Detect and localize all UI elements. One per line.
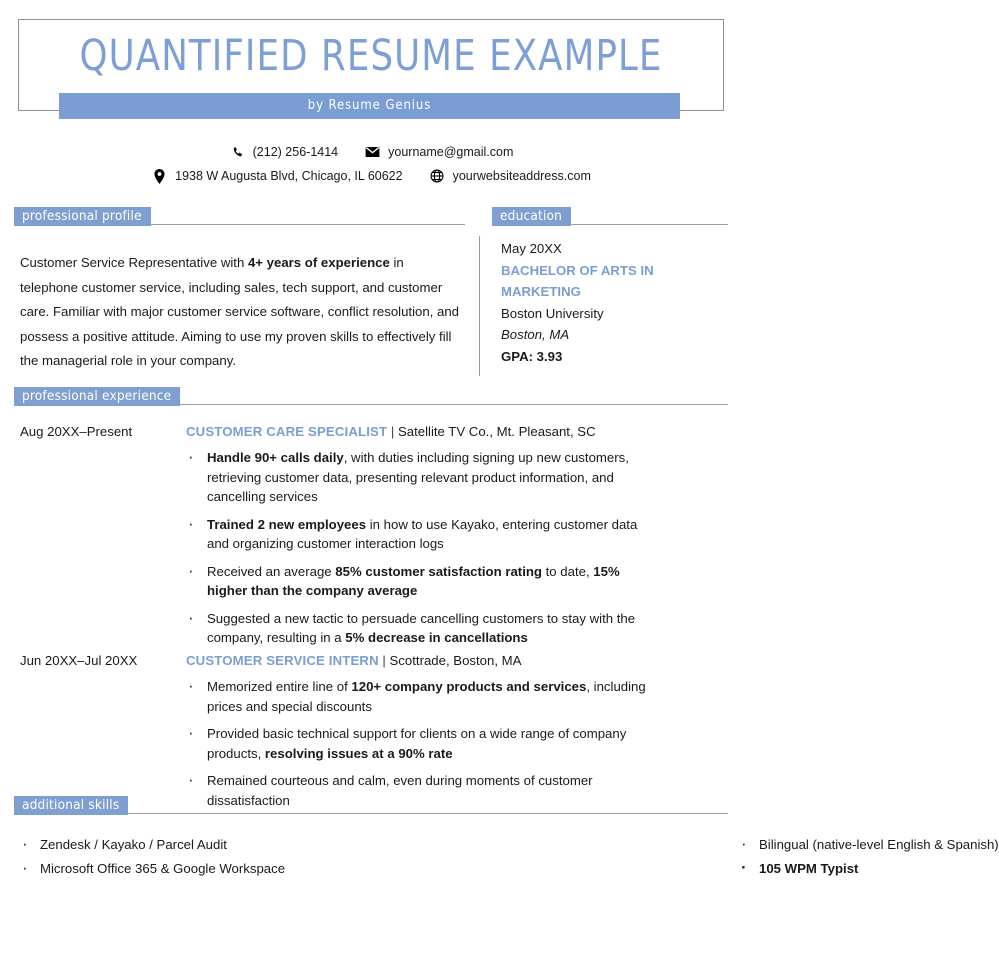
contact-address-text: 1938 W Augusta Blvd, Chicago, IL 60622 <box>175 169 403 183</box>
globe-icon <box>429 169 446 184</box>
page-title: QUANTIFIED RESUME EXAMPLE <box>79 31 663 81</box>
skills-column-left <box>0 835 371 883</box>
skill-item: · Microsoft Office 365 & Google Workspace <box>20 859 371 878</box>
education-degree: BACHELOR OF ARTS IN MARKETING <box>501 262 654 299</box>
section-rule <box>151 224 465 225</box>
bullet-lead: Provided basic technical support for clients on a wide range of company products, <box>207 726 627 761</box>
job-bullet <box>186 677 656 716</box>
section-tag-education: education <box>492 207 571 226</box>
job-header <box>186 422 731 442</box>
education-location: Boston, MA <box>501 327 570 342</box>
section-rule <box>180 404 728 405</box>
contact-row-2 <box>0 166 742 186</box>
skills-column-right <box>371 835 999 883</box>
contact-phone[interactable] <box>229 142 338 162</box>
envelope-icon <box>364 145 381 160</box>
job-bullet <box>186 448 656 507</box>
profile-summary <box>20 251 465 374</box>
bullet-bold-lead: Handle 90+ calls daily <box>207 450 344 465</box>
column-divider <box>479 236 480 376</box>
contact-email-text: yourname@gmail.com <box>388 145 514 159</box>
bullet-bold-mid: 120+ company products and services <box>351 679 587 694</box>
section-tag-skills: additional skills <box>14 796 128 815</box>
skills-list-right <box>739 835 999 878</box>
profile-text-bold1: 4+ years of experience <box>247 255 390 271</box>
bullet-lead: Remained courteous and calm, even during moments of customer dissatisfaction <box>207 773 593 808</box>
job-bullet <box>186 562 656 601</box>
bullet-bold-lead: Trained 2 new employees <box>207 516 367 532</box>
bullet-mid: , including prices and special discounts <box>207 679 646 714</box>
contact-email[interactable] <box>364 142 513 162</box>
bullet-rest: , with duties including signing up new customers, retrieving customer data, presenting relevant product information, and cancelling services <box>207 450 629 504</box>
skill-item: · Zendesk / Kayako / Parcel Audit <box>20 835 371 854</box>
section-rule <box>571 224 728 225</box>
job-header <box>186 651 731 671</box>
education-gpa: GPA: 3.93 <box>501 348 563 364</box>
skills-block <box>0 835 999 883</box>
section-rule <box>128 813 728 814</box>
job-separator: | <box>378 653 390 668</box>
bullet-lead: Suggested a new tactic to persuade cancelling customers to stay with the company, resulting in a <box>207 610 636 645</box>
job-bullet <box>186 609 656 648</box>
skill-item: · 105 WPM Typist <box>739 859 759 878</box>
job-title: CUSTOMER SERVICE INTERN <box>186 653 379 668</box>
bullet-bold-mid: 85% customer satisfaction rating <box>335 563 542 579</box>
contact-phone-text: (212) 256-1414 <box>252 145 339 159</box>
bullet-lead: Received an average <box>207 563 336 579</box>
skills-list-left <box>20 835 371 878</box>
contact-row-1 <box>0 142 742 162</box>
location-pin-icon <box>151 169 168 184</box>
bullet-lead: Memorized entire line of <box>207 679 352 694</box>
skill-item: · Bilingual (native-level English & Spanish) <box>739 835 759 854</box>
contact-address[interactable] <box>151 166 402 186</box>
section-heading-skills <box>14 796 728 815</box>
bullet-bold-tail: 15% higher than the company average <box>207 563 620 598</box>
job-company: Scottrade, Boston, MA <box>389 653 522 668</box>
section-heading-profile <box>14 207 465 226</box>
education-date: May 20XX <box>501 241 562 256</box>
job-date: Jun 20XX–Jul 20XX <box>20 653 138 668</box>
bullet-bold-tail: resolving issues at a 90% rate <box>264 745 453 761</box>
byline-bar: by Resume Genius <box>59 93 680 119</box>
section-heading-education <box>492 207 728 226</box>
bullet-mid: to date, <box>541 563 594 579</box>
bullet-rest: in how to use Kayako, entering customer data and organizing customer interaction logs <box>207 516 638 551</box>
bullet-bold-tail: 5% decrease in cancellations <box>345 630 528 645</box>
section-tag-experience: professional experience <box>14 387 180 406</box>
job-separator: | <box>387 424 398 439</box>
profile-text-part2: in telephone customer service, including sales, tech support, and customer care. Familiar with major customer service software, conflict resolution, and possess a positive attitude. Aiming to use my proven skills to effectively fill the managerial role in your company. <box>20 255 460 369</box>
job-bullet-list <box>186 448 656 656</box>
job-title: CUSTOMER CARE SPECIALIST <box>186 424 388 439</box>
contact-block <box>0 142 742 190</box>
job-bullet <box>186 724 656 763</box>
profile-text-part1: Customer Service Representative with <box>20 255 248 271</box>
job-date: Aug 20XX–Present <box>20 424 133 439</box>
contact-website-text: yourwebsiteaddress.com <box>452 169 591 183</box>
education-entry <box>501 238 736 367</box>
job-bullet <box>186 515 656 554</box>
phone-icon <box>229 145 246 160</box>
job-company: Satellite TV Co., Mt. Pleasant, SC <box>397 424 596 439</box>
education-school: Boston University <box>501 305 604 321</box>
section-heading-experience <box>14 387 728 406</box>
contact-website[interactable] <box>429 166 591 186</box>
section-tag-profile: professional profile <box>14 207 151 226</box>
